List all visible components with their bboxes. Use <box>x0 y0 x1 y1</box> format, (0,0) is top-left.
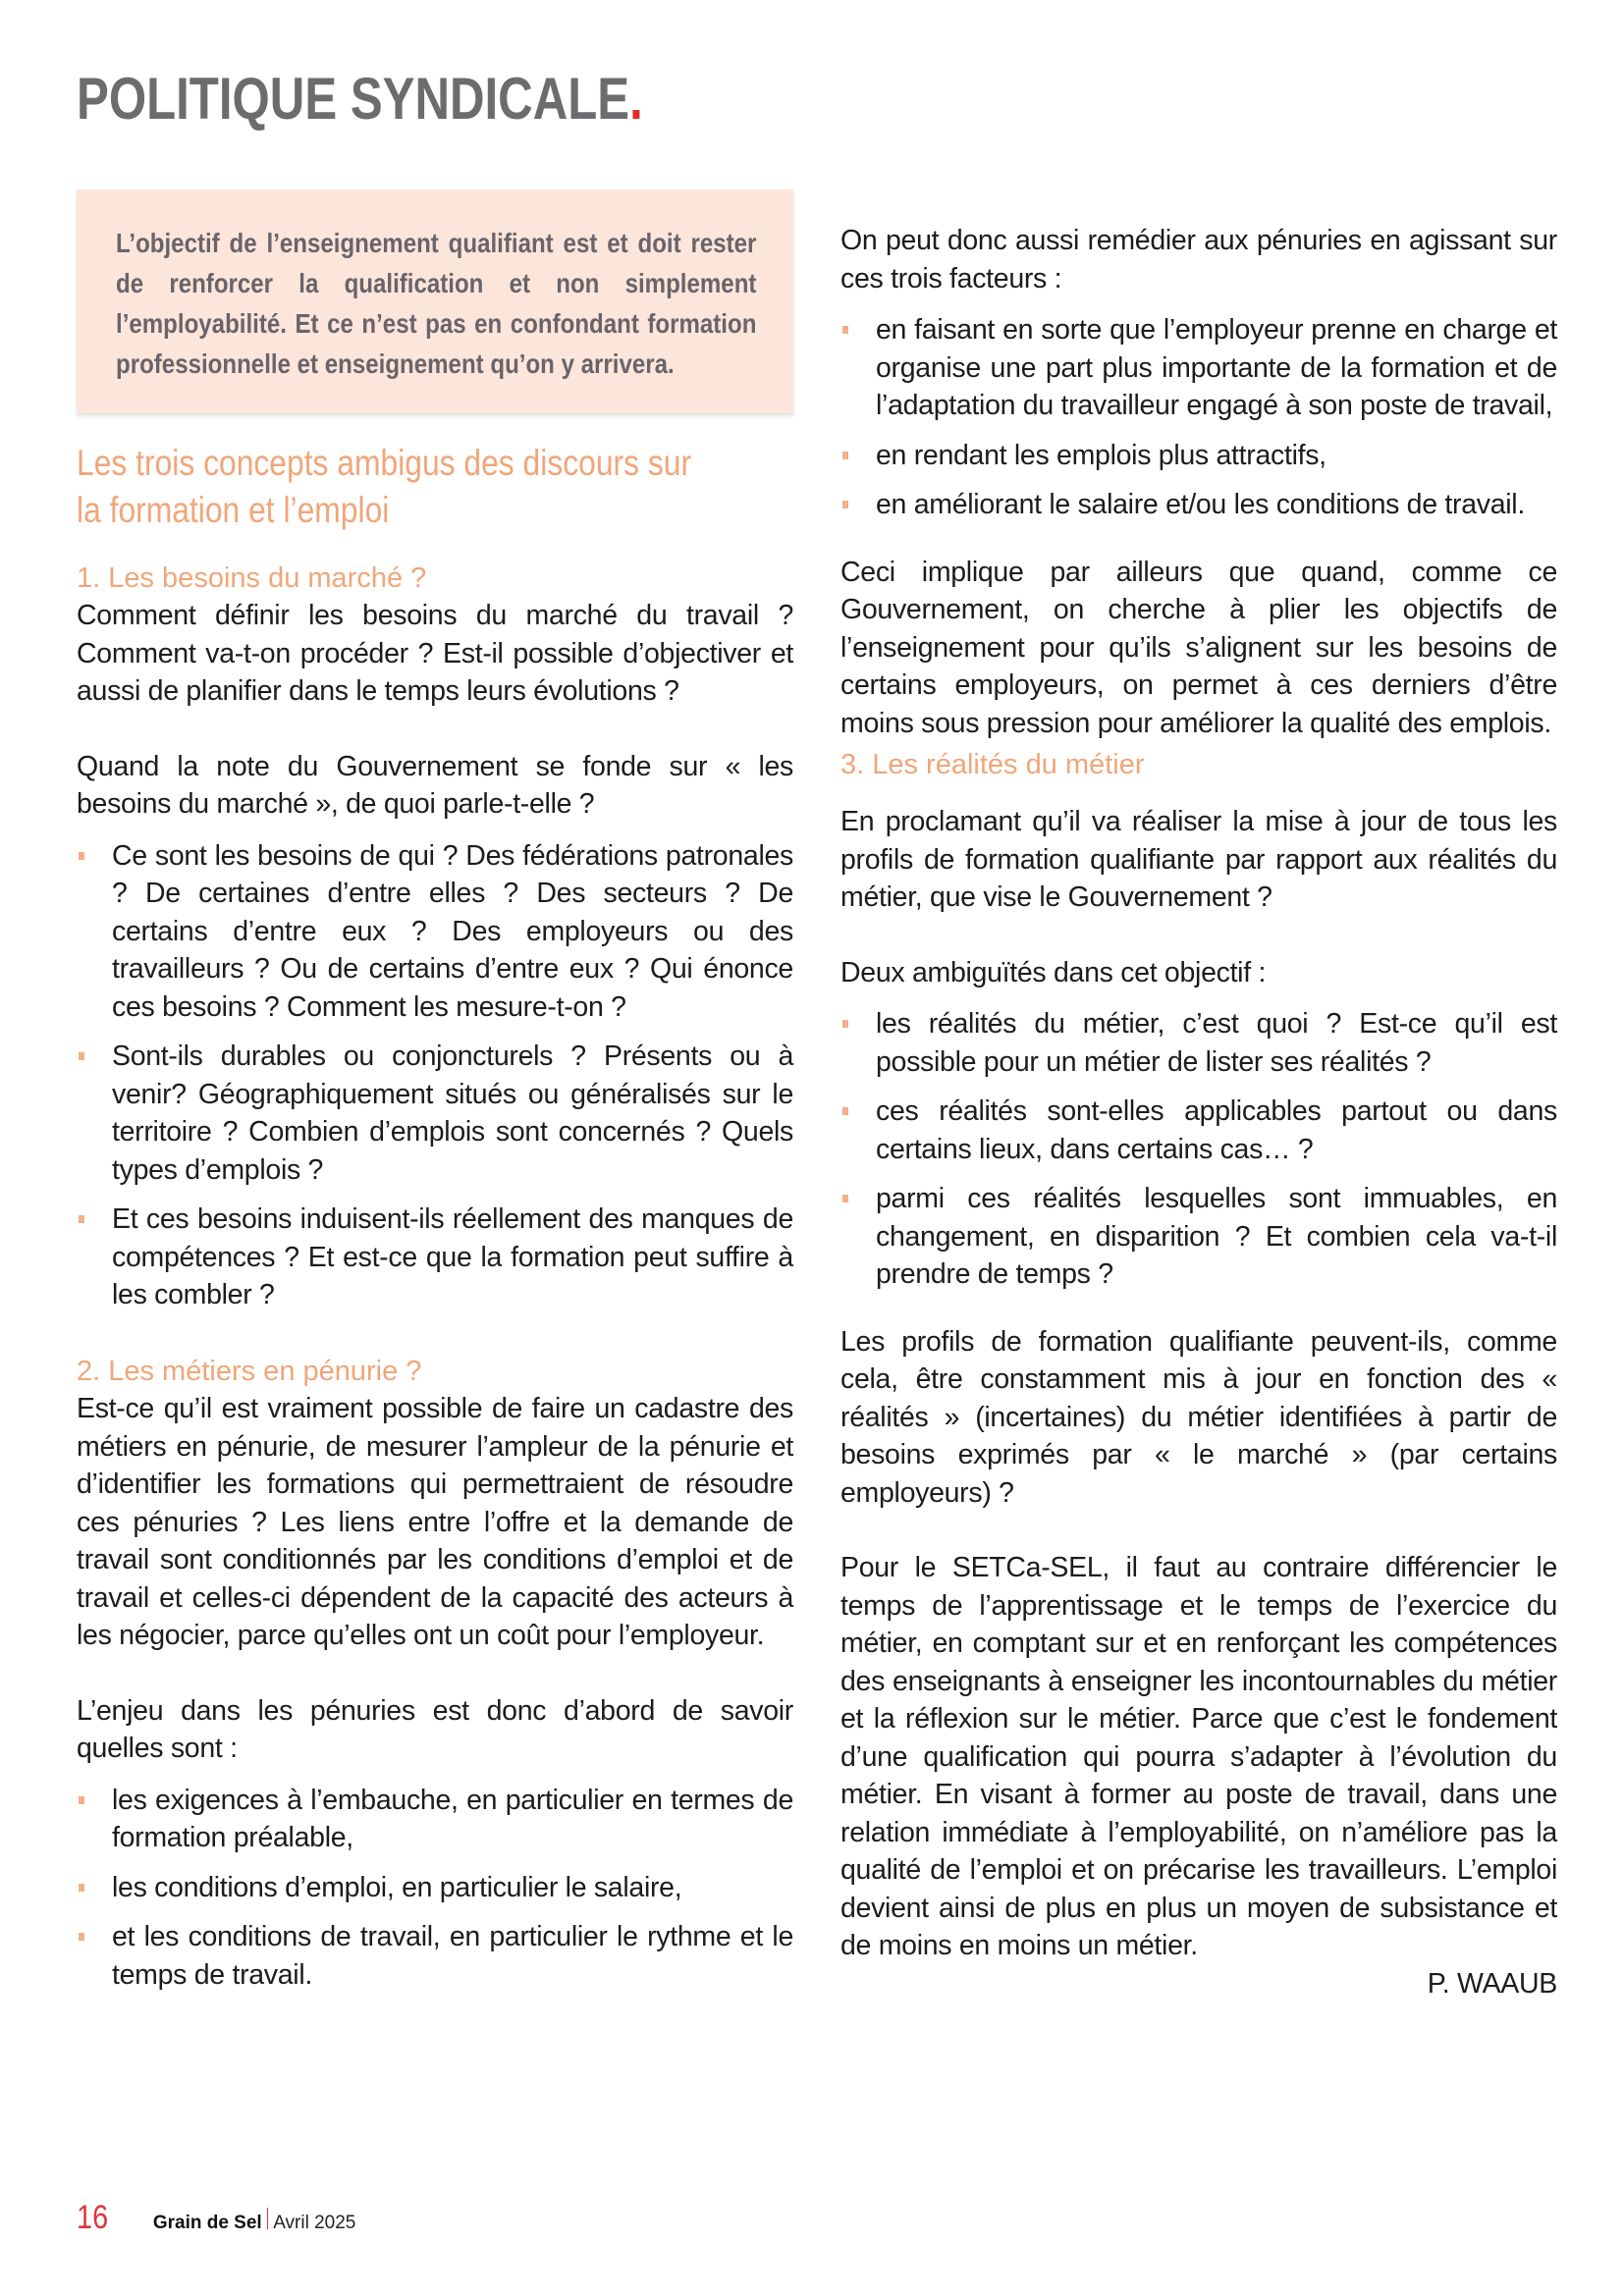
bullet-square-icon <box>842 1020 848 1028</box>
paragraph: Pour le SETCa-SEL, il faut au contraire différencier le temps de l’apprentissage et le temps de l’exercice du métier, en comptant sur et en renforçant les compétences des enseignants à enseigner les incontournables du métier et la réflexion sur le métier. Parce que c’est le fondement d’une qualification qui pourra s’adapter à l’évolution du métier. En visant à former au poste de travail, dans une relation immédiate à l’employabilité, on n’améliore pas la qualité de l’emploi et on précarise les travailleurs. L’emploi devient ainsi de plus en plus un moyen de subsistance et de moins en moins un métier. <box>840 1552 1557 1961</box>
paragraph: Les profils de formation qualifiante peuvent-ils, comme cela, être constamment mis à jour en fonction des « réalités » (incertaines) du métier identifiées à partir de besoins exprimés par « le marché » (par certains employeurs) ? <box>840 1325 1557 1509</box>
paragraph: Est-ce qu’il est vraiment possible de faire un cadastre des métiers en pénurie, de mesurer l’ampleur de la pénurie et d’identifier les formations qui permettraient de résoudre ces pénuries ? Les liens entre l’offre et la demande de travail sont conditionnés par les conditions d’emploi et de travail et celles-ci dépendent de la capacité des acteurs à les négocier, parce qu’elles ont un coût pour l’employeur. <box>77 1393 793 1651</box>
bullet-square-icon <box>79 852 84 860</box>
callout-text: L’objectif de l’enseignement qualifiant est et doit rester de renforcer la qualification et non simplement l’employabilité. Et ce n’est pas en confondant formation professionnelle et enseignement qu’on y arrivera. <box>116 228 757 379</box>
paragraph: Quand la note du Gouvernement se fonde sur « les besoins du marché », de quoi parle-t-elle ? <box>77 750 793 820</box>
bullet-list <box>840 1005 1557 1294</box>
bullet-list <box>77 837 793 1314</box>
subhead-realites-metier: 3. Les réalités du métier <box>840 749 1145 780</box>
list-item-text: Ce sont les besoins de qui ? Des fédérations patronales ? De certaines d’entre elles ? Des secteurs ? De certains d’entre eux ? Des employeurs ou des travailleurs ? Ou de certains d’entre eux ? Qui énonce ces besoins ? Comment les mesure-t-on ? <box>112 839 793 1023</box>
page-title <box>77 65 643 133</box>
title-accent-dot: . <box>629 66 643 132</box>
paragraph: Comment définir les besoins du marché du travail ? Comment va-t-on procéder ? Est-il possible d’objectiver et aussi de planifier dans le temps leurs évolutions ? <box>77 600 793 707</box>
list-item-text: les conditions d’emploi, en particulier le salaire, <box>112 1871 682 1903</box>
author-signature <box>840 1965 1557 2003</box>
issue-date: Avril 2025 <box>273 2213 356 2233</box>
list-item-text: en rendant les emplois plus attractifs, <box>876 439 1326 471</box>
list-item <box>77 1869 793 1907</box>
list-item-text: les exigences à l’embauche, en particulier en termes de formation préalable, <box>112 1784 793 1853</box>
list-item-text: et les conditions de travail, en particulier le rythme et le temps de travail. <box>112 1921 793 1991</box>
left-column-section-1 <box>77 560 793 1314</box>
paragraph: En proclamant qu’il va réaliser la mise à jour de tous les profils de formation qualifiante par rapport aux réalités du métier, que vise le Gouvernement ? <box>840 806 1557 913</box>
list-item <box>840 1180 1557 1294</box>
paragraph: L’enjeu dans les pénuries est donc d’abord de savoir quelles sont : <box>77 1694 793 1764</box>
list-item <box>840 1093 1557 1168</box>
right-column <box>840 222 1557 2002</box>
list-item-text: Sont-ils durables ou conjoncturels ? Présents ou à venir? Géographiquement situés ou généralisés sur le territoire ? Combien d’emplois sont concernés ? Quels types d’emplois ? <box>112 1041 793 1186</box>
list-item-text: les réalités du métier, c’est quoi ? Est-ce qu’il est possible pour un métier de lister ses réalités ? <box>876 1008 1557 1078</box>
list-item <box>77 1918 793 1994</box>
footer-divider <box>267 2208 269 2229</box>
bullet-square-icon <box>842 326 848 334</box>
list-item <box>840 1005 1557 1081</box>
list-item <box>77 1038 793 1189</box>
page-title-text: POLITIQUE SYNDICALE <box>77 66 630 132</box>
subhead-besoins-marche: 1. Les besoins du marché ? <box>77 562 427 594</box>
list-item <box>840 486 1557 524</box>
subhead-metiers-penurie: 2. Les métiers en pénurie ? <box>77 1356 422 1387</box>
bullet-square-icon <box>842 452 848 459</box>
list-item-text: en faisant en sorte que l’employeur prenne en charge et organise une part plus importante de la formation et de l’adaptation du travailleur engagé à son poste de travail, <box>876 314 1557 421</box>
paragraph: On peut donc aussi remédier aux pénuries en agissant sur ces trois facteurs : <box>840 225 1557 294</box>
paragraph: Deux ambiguïtés dans cet objectif : <box>840 956 1267 988</box>
bullet-square-icon <box>79 1052 84 1060</box>
bullet-square-icon <box>79 1933 84 1941</box>
callout-box <box>77 189 793 413</box>
magazine-name: Grain de Sel <box>152 2213 262 2233</box>
list-item-text: en améliorant le salaire et/ou les conditions de travail. <box>876 489 1525 520</box>
author-name: P. WAAUB <box>1427 1967 1557 2000</box>
bullet-square-icon <box>79 1884 84 1892</box>
bullet-list <box>77 1782 793 1995</box>
list-item <box>77 837 793 1027</box>
bullet-list <box>840 311 1557 524</box>
bullet-square-icon <box>842 1195 848 1202</box>
bullet-square-icon <box>842 501 848 508</box>
list-item <box>77 1201 793 1314</box>
list-item <box>840 437 1557 475</box>
page-number: 16 <box>77 2199 109 2236</box>
list-item-text: parmi ces réalités lesquelles sont immuables, en changement, en disparition ? Et combien cela va-t-il prendre de temps ? <box>876 1183 1557 1290</box>
paragraph: Ceci implique par ailleurs que quand, comme ce Gouvernement, on cherche à plier les objectifs de l’enseignement pour qu’ils s’alignent sur les besoins de certains employeurs, on permet à ces derniers d’être moins sous pression pour améliorer la qualité des emplois. <box>840 556 1557 739</box>
list-item <box>77 1782 793 1857</box>
page-footer <box>77 2199 355 2237</box>
left-column-section-2 <box>77 1353 793 1994</box>
bullet-square-icon <box>79 1796 84 1804</box>
list-item-text: ces réalités sont-elles applicables partout ou dans certains lieux, dans certains cas… ? <box>876 1095 1557 1165</box>
bullet-square-icon <box>842 1107 848 1115</box>
section-title: Les trois concepts ambigus des discours sur la formation et l’emploi <box>77 443 692 530</box>
bullet-square-icon <box>79 1215 84 1223</box>
list-item <box>840 311 1557 425</box>
list-item-text: Et ces besoins induisent-ils réellement des manques de compétences ? Et est-ce que la formation peut suffire à les combler ? <box>112 1203 793 1310</box>
